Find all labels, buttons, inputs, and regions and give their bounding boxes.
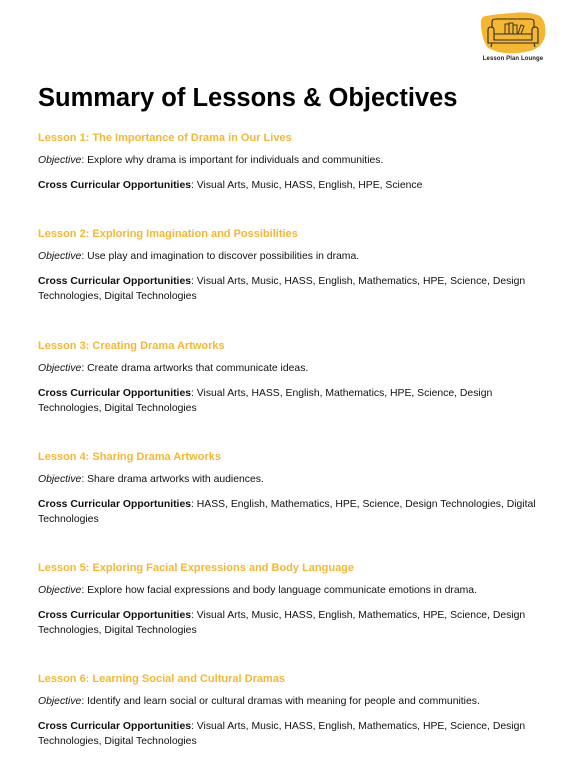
objective-text: : Share drama artworks with audiences.: [81, 474, 264, 485]
lesson-item: [38, 450, 548, 527]
cross-curricular-text: : Visual Arts, Music, HASS, English, HPE, Science: [191, 180, 423, 191]
page-title: Summary of Lessons & Objectives: [38, 84, 458, 112]
cross-curricular-label: Cross Curricular Opportunities: [38, 499, 191, 510]
lesson-item: [38, 672, 548, 749]
cross-curricular-text: : Visual Arts, Music, HASS, English, Mathematics, HPE, Science, Design Technologies, Digital Technologies: [38, 721, 526, 747]
objective-text: : Use play and imagination to discover possibilities in drama.: [81, 251, 360, 262]
objective-label: Objective: [38, 474, 82, 485]
sofa-with-books-icon: [478, 10, 548, 56]
cross-curricular-text: : HASS, English, Mathematics, HPE, Science, Design Technologies, Digital Technologies: [38, 499, 536, 525]
lesson-cross-curricular: [38, 178, 548, 193]
objective-label: Objective: [38, 251, 82, 262]
cross-curricular-label: Cross Curricular Opportunities: [38, 276, 191, 287]
lesson-heading: Lesson 6: Learning Social and Cultural Dramas: [38, 673, 285, 685]
lesson-heading: Lesson 4: Sharing Drama Artworks: [38, 451, 221, 463]
cross-curricular-text: : Visual Arts, HASS, English, Mathematics, HPE, Science, Design Technologies, Digital Technologies: [38, 388, 493, 414]
lesson-cross-curricular: [38, 719, 548, 749]
lesson-heading: Lesson 2: Exploring Imagination and Possibilities: [38, 228, 298, 240]
lesson-cross-curricular: [38, 497, 548, 527]
lesson-heading: Lesson 5: Exploring Facial Expressions and Body Language: [38, 562, 355, 574]
lesson-objective: [38, 473, 548, 487]
cross-curricular-text: : Visual Arts, Music, HASS, English, Mathematics, HPE, Science, Design Technologies, Digital Technologies: [38, 610, 526, 636]
lesson-item: [38, 131, 548, 193]
lesson-cross-curricular: [38, 386, 548, 416]
lesson-objective: [38, 250, 548, 264]
lesson-item: [38, 227, 548, 304]
lesson-item: [38, 339, 548, 416]
lesson-objective: [38, 695, 548, 709]
cross-curricular-label: Cross Curricular Opportunities: [38, 610, 191, 621]
objective-label: Objective: [38, 585, 82, 596]
objective-label: Objective: [38, 155, 82, 166]
objective-label: Objective: [38, 363, 82, 374]
lesson-item: [38, 561, 548, 638]
lesson-objective: [38, 154, 548, 168]
lesson-cross-curricular: [38, 274, 548, 304]
cross-curricular-label: Cross Curricular Opportunities: [38, 388, 191, 399]
objective-text: : Explore how facial expressions and body language communicate emotions in drama.: [81, 585, 477, 596]
cross-curricular-label: Cross Curricular Opportunities: [38, 180, 191, 191]
lesson-heading: Lesson 1: The Importance of Drama in Our Lives: [38, 132, 292, 144]
lesson-objective: [38, 584, 548, 598]
lesson-heading: Lesson 3: Creating Drama Artworks: [38, 340, 225, 352]
lesson-cross-curricular: [38, 608, 548, 638]
objective-text: : Create drama artworks that communicate ideas.: [81, 363, 309, 374]
lesson-objective: [38, 362, 548, 376]
objective-label: Objective: [38, 696, 82, 707]
objective-text: : Identify and learn social or cultural dramas with meaning for people and communities.: [81, 696, 480, 707]
objective-text: : Explore why drama is important for individuals and communities.: [81, 155, 384, 166]
logo-text: Lesson Plan Lounge: [482, 56, 544, 62]
cross-curricular-text: : Visual Arts, Music, HASS, English, Mathematics, HPE, Science, Design Technologies, Digital Technologies: [38, 276, 526, 302]
cross-curricular-label: Cross Curricular Opportunities: [38, 721, 191, 732]
brand-logo: [478, 10, 548, 68]
